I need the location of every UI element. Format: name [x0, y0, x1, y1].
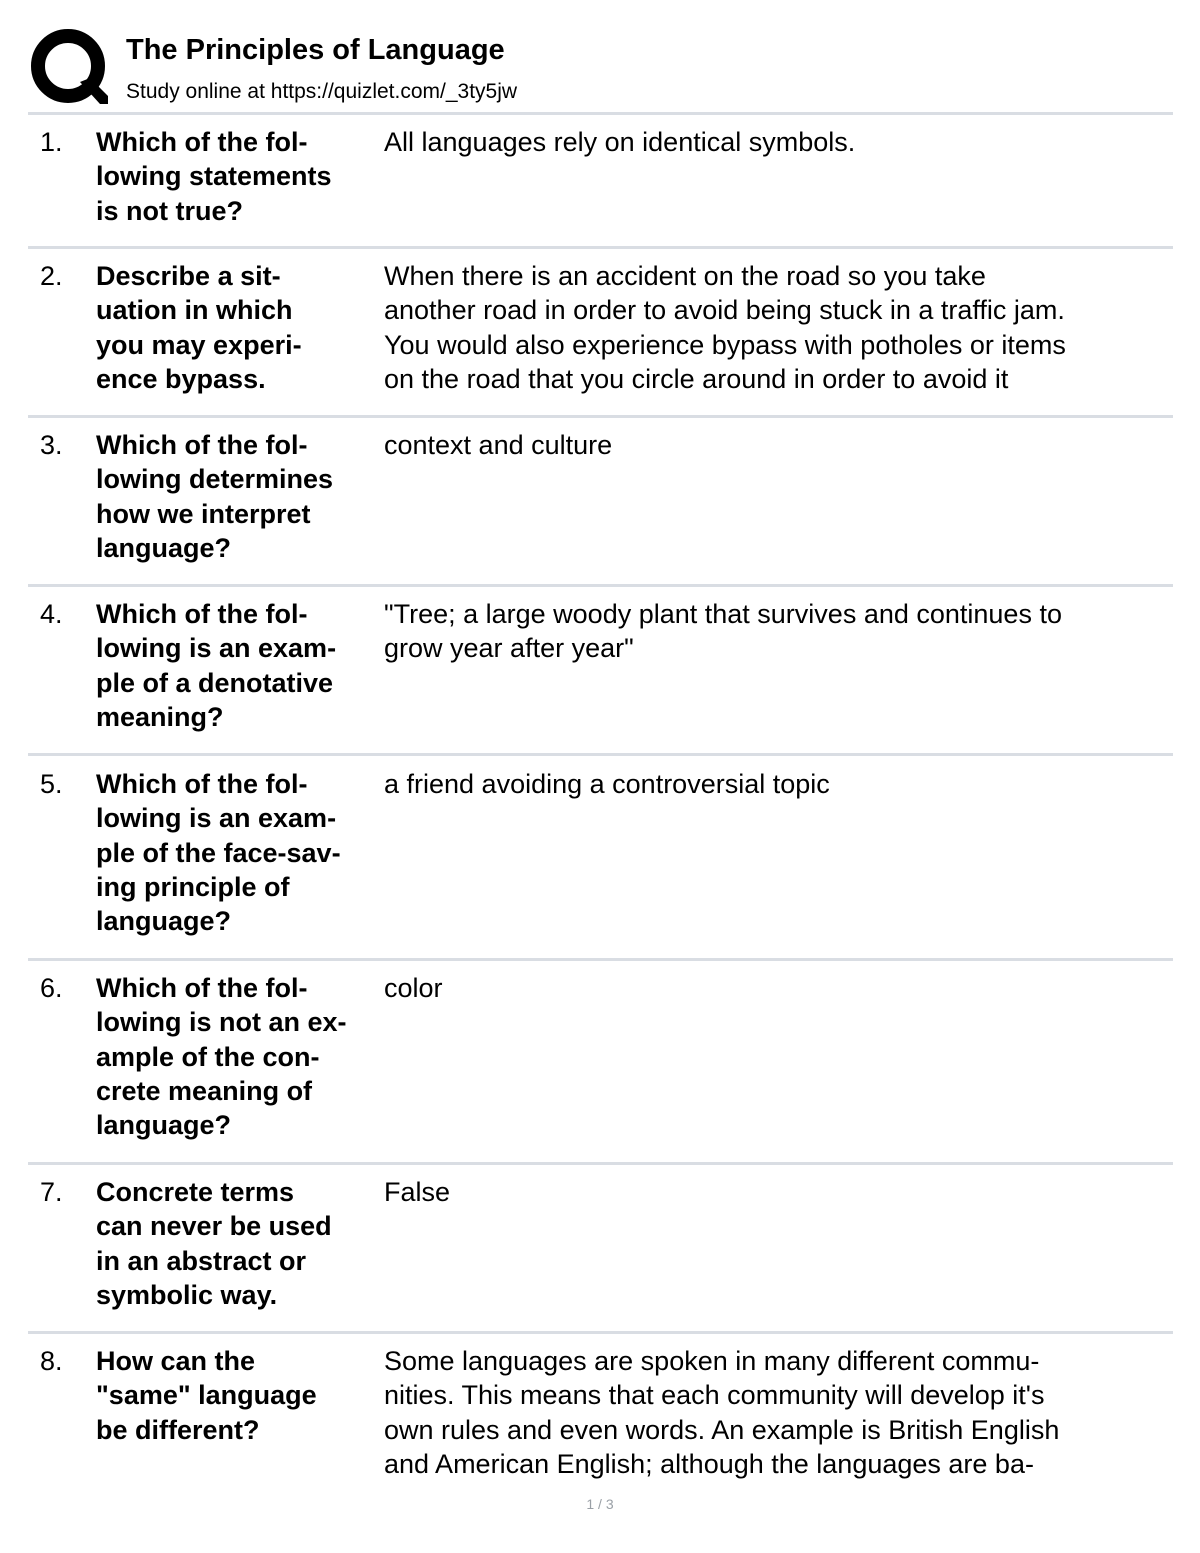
divider	[28, 1331, 1173, 1334]
card-number: 8.	[40, 1346, 63, 1376]
quizlet-q-logo-icon	[30, 28, 108, 106]
card-term: Which of the fol- lowing determines how we interpret language?	[96, 430, 334, 563]
divider	[28, 246, 1173, 249]
card-number: 6.	[40, 973, 63, 1003]
divider	[28, 112, 1173, 115]
card-term: Which of the fol- lowing is not an ex- ample of the con- crete meaning of language?	[96, 973, 347, 1141]
divider	[28, 415, 1173, 418]
card-definition: color	[384, 973, 443, 1003]
card-number: 3.	[40, 430, 63, 460]
card-definition: False	[384, 1177, 451, 1207]
card-definition: When there is an accident on the road so you take another road in order to avoid being stuck in a traffic jam. You would also experience bypass with potholes or items on the road that you circle around in order to avoid it	[384, 261, 1066, 394]
page-subtitle: Study online at https://quizlet.com/_3ty5jw	[126, 80, 518, 103]
card-number: 1.	[40, 127, 63, 157]
card-definition: a friend avoiding a controversial topic	[384, 769, 830, 799]
card-term: How can the "same" language be different?	[96, 1346, 317, 1445]
card-term: Which of the fol- lowing statements is not true?	[96, 127, 332, 226]
card-definition: All languages rely on identical symbols.	[384, 127, 856, 157]
divider	[28, 753, 1173, 756]
card-term: Which of the fol- lowing is an exam- ple of the face-sav- ing principle of language?	[96, 769, 341, 937]
page-title: The Principles of Language	[126, 34, 505, 66]
page-number: 1 / 3	[586, 1496, 614, 1512]
card-number: 5.	[40, 769, 63, 799]
card-definition: "Tree; a large woody plant that survives and continues to grow year after year"	[384, 599, 1062, 664]
divider	[28, 584, 1173, 587]
document-header	[28, 28, 1173, 112]
card-number: 7.	[40, 1177, 63, 1207]
card-definition: context and culture	[384, 430, 613, 460]
card-definition: Some languages are spoken in many different commu- nities. This means that each community will develop it's own rules and even words. An example is British English and American English; although the languages are ba-	[384, 1346, 1060, 1479]
card-term: Concrete terms can never be used in an abstract or symbolic way.	[96, 1177, 332, 1310]
divider	[28, 1162, 1173, 1165]
card-term: Which of the fol- lowing is an exam- ple of a denotative meaning?	[96, 599, 337, 732]
card-term: Describe a sit- uation in which you may experi- ence bypass.	[96, 261, 302, 394]
divider	[28, 958, 1173, 961]
card-number: 4.	[40, 599, 63, 629]
card-number: 2.	[40, 261, 63, 291]
